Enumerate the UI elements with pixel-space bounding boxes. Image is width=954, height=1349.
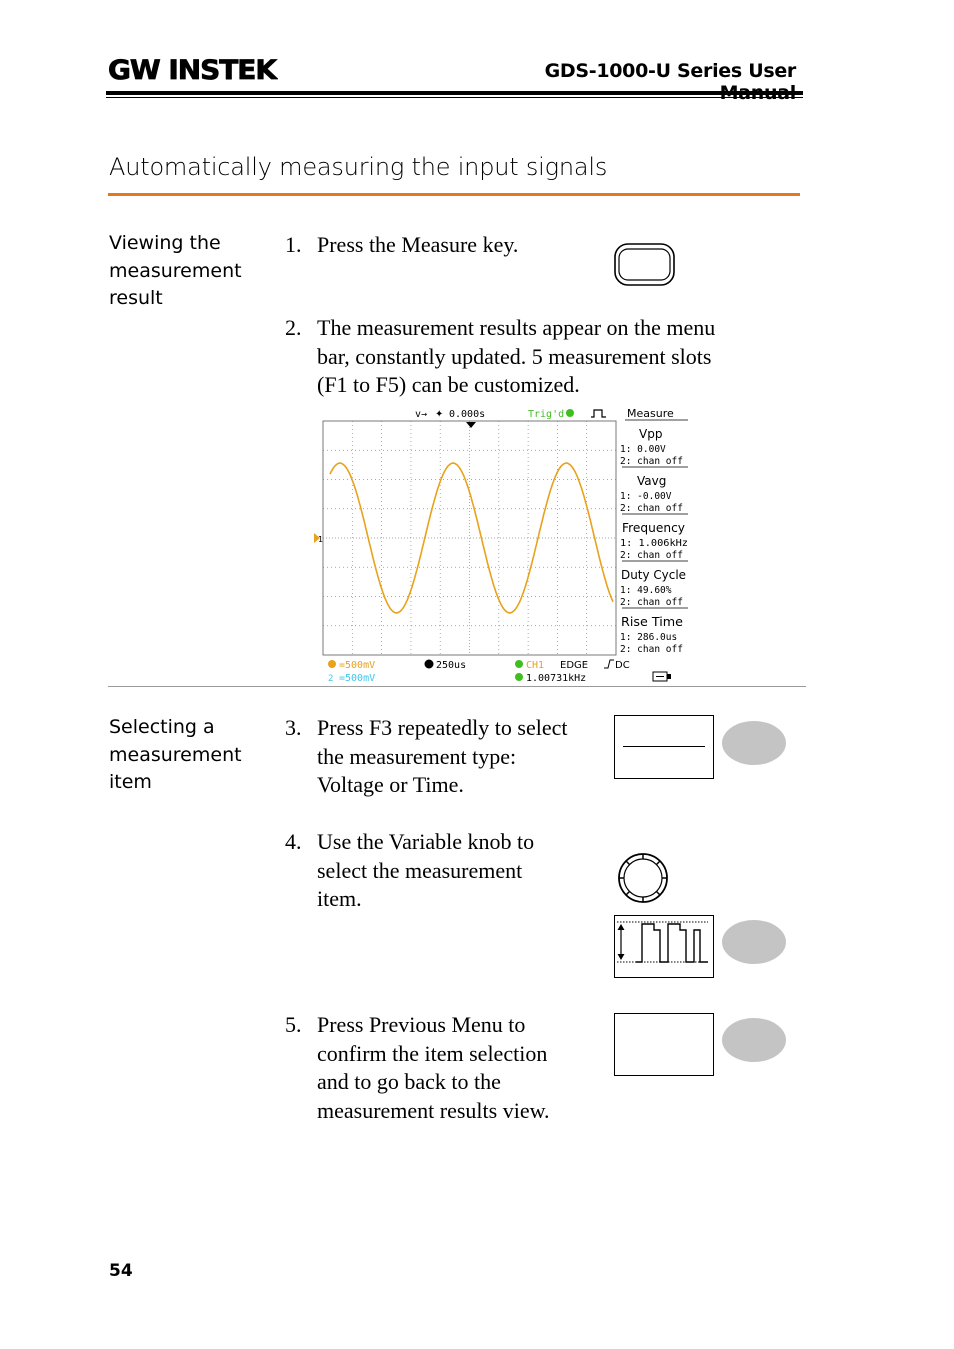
timebase: 250us: [436, 660, 467, 671]
step-text: Use the Variable knob to: [317, 829, 535, 854]
graticule: [323, 421, 616, 655]
measurement-item-key-button[interactable]: [722, 920, 786, 964]
row-label-viewing: [109, 230, 269, 313]
trigger-indicator-icon: [566, 409, 574, 417]
step-text-block: [317, 714, 568, 800]
measurement-name: Frequency: [622, 521, 685, 535]
measurement-ch2-value: 2: chan off: [620, 550, 683, 561]
measurement-ch1-value: 1: 1.006kHz: [620, 538, 688, 549]
row-label-line: item: [109, 771, 152, 793]
row-label-line: Selecting a: [109, 716, 215, 738]
step-number: 3.: [285, 715, 302, 740]
ch1-icon: [328, 660, 336, 668]
step-text: Press Previous Menu to: [317, 1012, 526, 1037]
measurement-slot-f1[interactable]: [620, 427, 688, 467]
row-label-line: measurement: [109, 743, 242, 766]
f3-key-button[interactable]: [722, 721, 786, 765]
step-number: 1.: [285, 232, 302, 257]
step-text: Voltage or Time.: [317, 772, 464, 797]
header-rule-thin: [106, 97, 803, 98]
trigger-coupling: DC: [615, 660, 630, 671]
row-divider: [108, 686, 806, 687]
ch1-waveform: [330, 463, 613, 613]
step-text: (F1 to F5) can be customized.: [317, 372, 580, 397]
horizontal-position-icon: v→: [415, 409, 428, 420]
measurement-ch1-value: 1: 0.00V: [620, 444, 666, 455]
gw-instek-logo: [108, 54, 278, 84]
ch2-scale: =500mV: [339, 673, 376, 684]
step-text: select the measurement: [317, 857, 523, 883]
step-1: [285, 231, 605, 261]
variable-knob-icon[interactable]: [617, 852, 671, 906]
usb-icon: [653, 672, 671, 681]
step-text-block: [317, 828, 534, 914]
step-text: and to go back to the: [317, 1069, 501, 1094]
trigger-type: EDGE: [560, 660, 589, 671]
measurement-menu: [620, 427, 688, 655]
trigger-status: Trig'd: [528, 409, 565, 420]
step-text: the measurement type:: [317, 743, 517, 769]
step-text: Press the Measure key.: [317, 232, 519, 257]
f3-menu-box: [614, 715, 714, 779]
row-label-line: measurement: [109, 259, 242, 282]
step-4: [285, 828, 605, 918]
measurement-slot-f3[interactable]: [620, 521, 688, 561]
section-title: Automatically measuring the input signals: [109, 153, 608, 181]
measurement-slot-f4[interactable]: [620, 568, 688, 608]
step-2: [285, 314, 805, 404]
oscilloscope-screen: [310, 405, 690, 685]
ch1-marker-label: 1: [318, 535, 323, 544]
trigger-frequency-icon: [515, 673, 523, 681]
step-number: 5.: [285, 1012, 302, 1037]
ch1-scale: =500mV: [339, 660, 376, 671]
measurement-name: Vpp: [639, 427, 663, 441]
measurement-ch2-value: 2: chan off: [620, 644, 683, 655]
arrow-icon: ✦: [435, 409, 444, 420]
trigger-frequency: 1.00731kHz: [526, 673, 587, 684]
step-text: bar, constantly updated. 5 measurement slots: [317, 343, 712, 369]
trigger-source: CH1: [526, 660, 545, 671]
step-text-block: [317, 314, 715, 400]
measurement-ch2-value: 2: chan off: [620, 503, 683, 514]
measurement-name: Rise Time: [621, 615, 683, 629]
step-text: Press F3 repeatedly to select: [317, 715, 568, 740]
step-number: 2.: [285, 315, 302, 340]
manual-title: GDS-1000-U Series User: [544, 60, 796, 82]
measurement-ch2-value: 2: chan off: [620, 597, 683, 608]
step-3: [285, 714, 605, 804]
step-text: item.: [317, 886, 362, 911]
logo-text: GW INSTEK: [108, 55, 278, 84]
previous-menu-key-button[interactable]: [722, 1018, 786, 1062]
row-label-selecting: [109, 714, 269, 797]
row-label-line: Viewing the: [109, 232, 221, 254]
header-rule: [106, 91, 803, 95]
step-text: The measurement results appear on the menu: [317, 315, 716, 340]
measurement-slot-f2[interactable]: [620, 474, 688, 514]
acquire-mode-icon: [591, 410, 606, 417]
trigger-position-marker-icon: [466, 422, 476, 428]
step-text: measurement results view.: [317, 1097, 550, 1123]
measurement-slot-f5[interactable]: [620, 615, 683, 655]
previous-menu-box: [614, 1013, 714, 1076]
measurement-name: Duty Cycle: [621, 568, 686, 582]
step-number: 4.: [285, 829, 302, 854]
step-5: [285, 1011, 605, 1129]
page-number: 54: [109, 1261, 133, 1281]
row-label-line: result: [109, 287, 163, 309]
measurement-ch2-value: 2: chan off: [620, 456, 683, 467]
measurement-name: Vavg: [637, 474, 667, 488]
step-text-block: [317, 1011, 550, 1125]
measurement-item-pulse-box: [614, 915, 714, 978]
menu-title: Measure: [627, 407, 674, 420]
measure-key-icon: [614, 243, 676, 287]
step-text: confirm the item selection: [317, 1040, 548, 1066]
ch2-icon: 2: [328, 674, 334, 684]
measurement-ch1-value: 1: -0.00V: [620, 491, 672, 502]
timebase-icon: [425, 660, 434, 669]
rising-edge-icon: [604, 660, 614, 668]
trigger-source-icon: [515, 660, 523, 668]
section-rule: [108, 193, 800, 196]
time-offset: 0.000s: [449, 409, 486, 420]
menu-box-divider: [623, 746, 705, 747]
measurement-ch1-value: 1: 286.0us: [620, 632, 678, 643]
measurement-ch1-value: 1: 49.60%: [620, 585, 672, 596]
